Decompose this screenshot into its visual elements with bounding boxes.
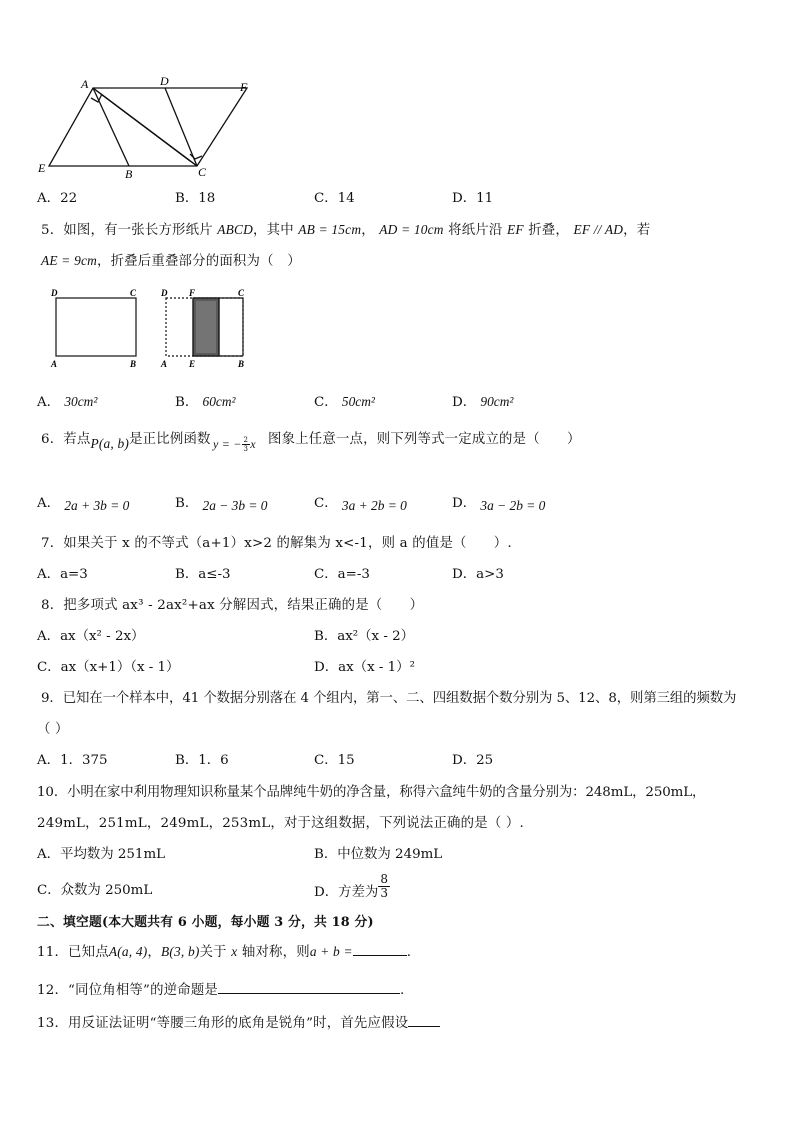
label-e: E: [38, 161, 46, 175]
q9-option-a[interactable]: A．1．375: [37, 753, 108, 768]
q11-stem: 11．已知点A(a, 4)，B(3, b)关于 x 轴对称，则a + b = .: [37, 944, 412, 960]
q7-stem: 7．如果关于 x 的不等式（a+1）x>2 的解集为 x<-1，则 a 的值是（ ）.: [41, 536, 512, 551]
segment-ad-diag: [101, 94, 190, 161]
q4-option-b[interactable]: B．18: [175, 191, 216, 206]
q6-option-b[interactable]: B． 2a − 3b = 0: [175, 496, 268, 513]
q13-stem: 13．用反证法证明“等腰三角形的底角是锐角”时，首先应假设: [37, 1012, 440, 1031]
label-e: E: [189, 359, 196, 369]
q8-stem: 8．把多项式 ax³ - 2ax²+ax 分解因式，结果正确的是（ ）: [41, 598, 424, 613]
q12-stem: 12．“同位角相等”的逆命题是 .: [37, 983, 405, 998]
q4-option-c[interactable]: C．14: [314, 191, 355, 206]
q8-option-b[interactable]: B．ax²（x - 2）: [314, 629, 415, 644]
q8-option-d[interactable]: D．ax（x - 1）²: [314, 660, 415, 675]
q13-answer-blank[interactable]: [408, 1014, 440, 1027]
label-c: C: [130, 288, 137, 298]
q10-option-c[interactable]: C．众数为 250mL: [37, 883, 153, 898]
q10-option-b[interactable]: B．中位数为 249mL: [314, 847, 443, 862]
q5-option-c[interactable]: C． 50cm²: [314, 394, 375, 410]
q7-option-a[interactable]: A．a=3: [37, 567, 88, 582]
q10-stem-line2: 249mL，251mL，249mL，253mL，对于这组数据，下列说法正确的是（ ）.: [37, 816, 524, 831]
q9-option-d[interactable]: D．25: [452, 753, 494, 768]
q10-option-d[interactable]: D．方差为 $\frac{8}{3}$: [314, 872, 388, 900]
label-c: C: [198, 165, 207, 179]
q6-option-d[interactable]: D． 3a − 2b = 0: [452, 496, 546, 513]
label-d2: D: [161, 288, 168, 298]
q6-function: y = − $\frac{2}{3}$ x: [213, 436, 256, 453]
q12-answer-blank[interactable]: [218, 981, 400, 994]
q7-option-d[interactable]: D．a>3: [452, 567, 504, 582]
q5-option-a[interactable]: A． 30cm²: [37, 394, 98, 410]
section-heading: 二、填空题(本大题共有 6 小题，每小题 3 分，共 18 分): [37, 915, 374, 930]
label-b: B: [130, 359, 137, 369]
q10-option-a[interactable]: A．平均数为 251mL: [37, 847, 166, 862]
q9-option-c[interactable]: C．15: [314, 753, 355, 768]
q4-figure: [34, 72, 264, 184]
outer-parallelogram: [49, 88, 247, 166]
q5-stem-line1: 5．如图，有一张长方形纸片 ABCD，其中 AB = 15cm， AD = 10cm 将纸片沿 EF 折叠， EF // AD，若: [41, 222, 651, 238]
q9-stem-line1: 9．已知在一个样本中，41 个数据分别落在 4 个组内，第一、二、四组数据个数分别为 5、12、8，则第三组的频数为: [41, 691, 737, 706]
label-d: D: [160, 74, 169, 88]
label-a2: A: [161, 359, 168, 369]
q9-stem-line2: （ ）: [37, 722, 69, 737]
q6-option-a[interactable]: A． 2a + 3b = 0: [37, 496, 130, 513]
q5-stem-line2: AE = 9cm，折叠后重叠部分的面积为（ ）: [41, 253, 301, 269]
q10-stem-line1: 10．小明在家中利用物理知识称量某个品牌纯牛奶的净含量，称得六盒纯牛奶的含量分别为：248mL，250mL，: [37, 785, 706, 800]
variance-fraction: $\frac{8}{3}$: [380, 872, 388, 900]
overlap-shade-texture: [196, 301, 216, 353]
q8-option-a[interactable]: A．ax（x² - 2x）: [37, 629, 145, 644]
q9-option-b[interactable]: B．1．6: [175, 753, 229, 768]
rect-abcd: [56, 298, 136, 356]
label-a: A: [51, 359, 58, 369]
q4-option-a[interactable]: A．22: [37, 191, 78, 206]
q5-option-d[interactable]: D． 90cm²: [452, 394, 514, 410]
q5-figure: [48, 288, 258, 370]
label-d: D: [51, 288, 58, 298]
q8-option-c[interactable]: C．ax（x+1）（x - 1）: [37, 660, 180, 675]
q7-option-b[interactable]: B．a≤-3: [175, 567, 231, 582]
q11-answer-blank[interactable]: [353, 943, 407, 956]
label-c2: C: [238, 288, 245, 298]
q5-option-b[interactable]: B． 60cm²: [175, 394, 236, 410]
q6-option-c[interactable]: C． 3a + 2b = 0: [314, 496, 407, 513]
label-f: F: [240, 80, 248, 94]
q6-stem: 6．若点P(a, b)是正比例函数: [41, 432, 211, 451]
q4-option-d[interactable]: D．11: [452, 191, 494, 206]
label-b: B: [125, 167, 133, 181]
q6-stem-end: 图象上任意一点，则下列等式一定成立的是（ ）: [268, 432, 581, 447]
q7-option-c[interactable]: C．a=-3: [314, 567, 370, 582]
label-b2: B: [238, 359, 245, 369]
label-a: A: [81, 77, 89, 91]
segment-ab: [93, 88, 129, 166]
label-f: F: [189, 288, 196, 298]
